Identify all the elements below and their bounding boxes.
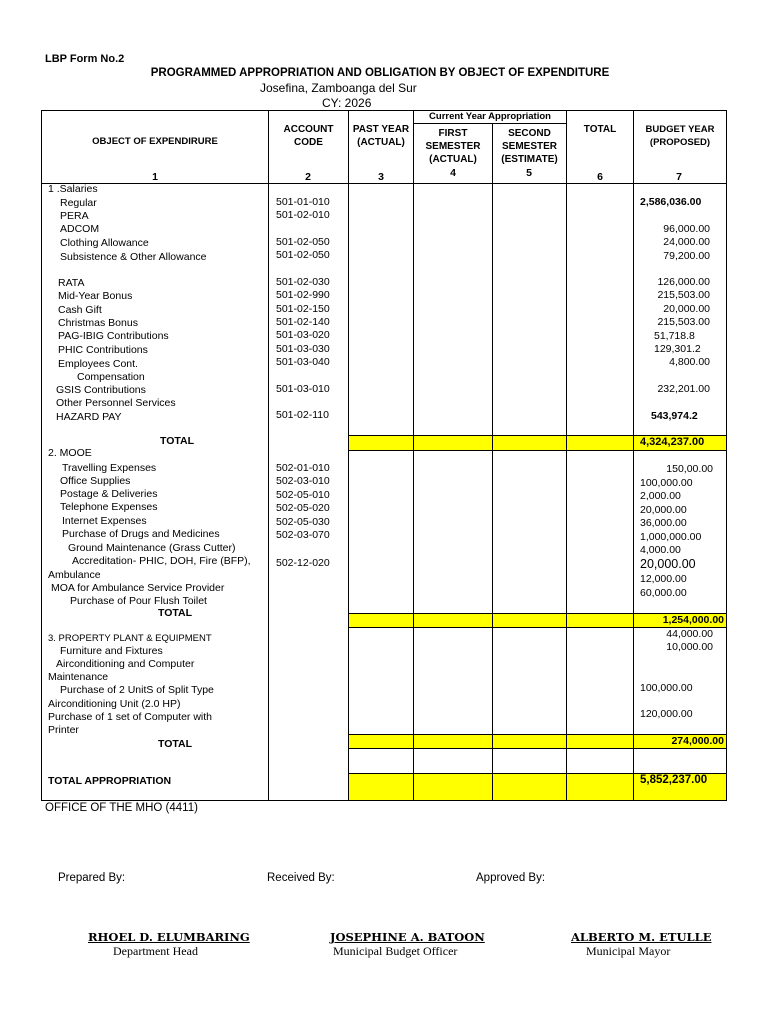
col-header-account-code — [269, 123, 348, 149]
account-code: 501-02-050 — [276, 249, 330, 261]
ppe-total-amount: 274,000.00 — [671, 735, 724, 747]
account-code: 501-01-010 — [276, 196, 330, 208]
line-item-label: ADCOM — [60, 223, 100, 235]
account-code: 502-12-020 — [276, 557, 330, 569]
col-header-second-sem-line3: (ESTIMATE) — [501, 154, 558, 165]
col-header-total: TOTAL — [583, 124, 617, 135]
received-by-name: JOSEPHINE A. BATOON — [330, 930, 485, 944]
budget-amount: 2,586,036.00 — [640, 196, 702, 208]
grand-total-label: TOTAL APPROPRIATION — [48, 775, 172, 787]
budget-amount: 215,503.00 — [657, 289, 710, 301]
budget-amount: 232,201.00 — [657, 383, 710, 395]
budget-amount: 4,800.00 — [669, 356, 710, 368]
col-number-3: 3 — [378, 171, 384, 183]
col-header-first-sem-line2: SEMESTER — [425, 141, 481, 152]
account-code: 502-01-010 — [276, 462, 330, 474]
salaries-total-label: TOTAL — [160, 435, 195, 447]
line-item-label: Furniture and Fixtures — [60, 645, 163, 657]
received-by-label: Received By: — [267, 872, 335, 884]
account-code: 501-02-030 — [276, 276, 330, 288]
section-heading-salaries: 1 .Salaries — [48, 183, 98, 195]
col-header-second-semester — [493, 127, 566, 166]
line-item-label: Mid-Year Bonus — [58, 290, 133, 302]
col-header-budget-year-line2: (PROPOSED) — [649, 137, 711, 148]
budget-amount: 543,974.2 — [651, 410, 698, 422]
line-item-label: Cash Gift — [58, 304, 102, 316]
budget-amount: 126,000.00 — [657, 276, 710, 288]
account-code: 502-05-010 — [276, 489, 330, 501]
budget-amount: 129,301.2 — [654, 343, 701, 355]
col-header-budget-year-line1: BUDGET YEAR — [645, 124, 715, 135]
col-header-first-sem-line1: FIRST — [438, 128, 468, 139]
col-number-1: 1 — [152, 171, 158, 183]
prepared-by-name: RHOEL D. ELUMBARING — [88, 930, 250, 944]
line-item-label: RATA — [58, 277, 85, 289]
budget-amount: 24,000.00 — [663, 236, 710, 248]
line-item-label: Ground Maintenance (Grass Cutter) — [68, 542, 236, 554]
line-item-label: Compensation — [77, 371, 145, 383]
section-heading-ppe: 3. PROPERTY PLANT & EQUIPMENT — [48, 633, 212, 644]
line-item-label: Employees Cont. — [58, 358, 138, 370]
col-number-6: 6 — [597, 171, 603, 183]
account-code: 501-02-150 — [276, 303, 330, 315]
budget-amount: 4,000.00 — [640, 544, 681, 556]
line-item-label: PHIC Contributions — [58, 344, 148, 356]
account-code: 501-03-020 — [276, 329, 330, 341]
account-code: 501-03-040 — [276, 356, 330, 368]
section-heading-mooe: 2. MOOE — [48, 447, 92, 459]
calendar-year: CY: 2026 — [322, 96, 372, 110]
prepared-by-label: Prepared By: — [58, 872, 126, 884]
line-item-label: Maintenance — [48, 671, 109, 683]
col-header-object: OBJECT OF EXPENDIRURE — [92, 136, 218, 147]
col-number-7: 7 — [676, 171, 682, 183]
budget-amount: 79,200.00 — [663, 250, 710, 262]
account-code: 501-02-140 — [276, 316, 330, 328]
col-header-first-sem-line3: (ACTUAL) — [429, 154, 477, 165]
line-item-label: HAZARD PAY — [56, 411, 122, 423]
budget-amount: 44,000.00 — [666, 628, 713, 640]
account-code: 501-02-110 — [276, 409, 329, 421]
mooe-total-label: TOTAL — [158, 607, 193, 619]
approved-by-label: Approved By: — [476, 872, 546, 884]
line-item-label: Ambulance — [48, 569, 101, 581]
account-code: 502-05-030 — [276, 516, 330, 528]
col-header-second-sem-line1: SECOND — [508, 128, 551, 139]
line-item-label: Internet Expenses — [62, 515, 147, 527]
grand-total-amount: 5,852,237.00 — [640, 774, 708, 786]
line-item-label: Office Supplies — [60, 475, 131, 487]
col-number-2: 2 — [305, 171, 311, 183]
budget-amount: 100,000.00 — [640, 477, 693, 489]
budget-amount: 1,000,000.00 — [640, 531, 702, 543]
budget-amount: 150,00.00 — [666, 463, 713, 475]
line-item-label: Christmas Bonus — [58, 317, 138, 329]
line-item-label: Subsistence & Other Allowance — [60, 251, 207, 263]
table-lines — [42, 111, 727, 801]
col-header-first-semester — [414, 127, 492, 166]
account-code: 501-03-010 — [276, 383, 330, 395]
form-number: LBP Form No.2 — [45, 53, 125, 65]
ppe-total-band — [348, 734, 726, 748]
budget-amount: 10,000.00 — [666, 641, 713, 653]
budget-amount: 36,000.00 — [640, 517, 687, 529]
budget-amount: 96,000.00 — [663, 223, 710, 235]
form-title: PROGRAMMED APPROPRIATION AND OBLIGATION BY OBJECT OF EXPENDITURE — [150, 67, 610, 79]
budget-amount: 60,000.00 — [640, 587, 687, 599]
line-item-label: Regular — [60, 197, 97, 209]
line-item-label: GSIS Contributions — [56, 384, 146, 396]
col-header-past-year-line1: PAST YEAR — [352, 124, 410, 135]
line-item-label: Telephone Expenses — [60, 501, 158, 513]
line-item-label: Purchase of Drugs and Medicines — [62, 528, 220, 540]
municipality: Josefina, Zamboanga del Sur — [260, 81, 417, 95]
salaries-total-amount: 4,324,237.00 — [640, 436, 705, 448]
approved-by-title: Municipal Mayor — [586, 944, 671, 958]
account-code: 502-03-010 — [276, 475, 330, 487]
line-item-label: MOA for Ambulance Service Provider — [51, 582, 225, 594]
line-item-label: Printer — [48, 724, 79, 736]
line-item-label: Accreditation- PHIC, DOH, Fire (BFP), — [72, 555, 251, 567]
col-number-5: 5 — [526, 167, 532, 179]
line-item-label: Purchase of 2 UnitS of Split Type — [60, 684, 214, 696]
col-header-budget-year — [634, 123, 726, 149]
budget-amount: 20,000.00 — [640, 557, 696, 571]
line-item-label: PERA — [60, 210, 89, 222]
line-item-label: Airconditioning Unit (2.0 HP) — [48, 698, 181, 710]
budget-amount: 20,000.00 — [663, 303, 710, 315]
line-item-label: Clothing Allowance — [60, 237, 149, 249]
received-by-title: Municipal Budget Officer — [333, 944, 458, 958]
col-header-account-code-line2: CODE — [294, 137, 323, 148]
account-code: 501-02-050 — [276, 236, 330, 248]
line-item-label: Purchase of 1 set of Computer with — [48, 711, 212, 723]
col-header-current-year: Current Year Appropriation — [429, 111, 551, 122]
budget-amount: 2,000.00 — [640, 490, 681, 502]
account-code: 502-03-070 — [276, 529, 330, 541]
prepared-by-title: Department Head — [113, 944, 198, 958]
line-item-label: Travelling Expenses — [62, 462, 157, 474]
col-header-past-year — [349, 123, 413, 149]
col-header-past-year-line2: (ACTUAL) — [357, 137, 405, 148]
line-item-label: Purchase of Pour Flush Toilet — [70, 595, 207, 607]
budget-amount: 215,503.00 — [657, 316, 710, 328]
col-header-second-sem-line2: SEMESTER — [501, 141, 557, 152]
budget-amount: 51,718.8 — [654, 330, 695, 342]
account-code: 501-02-010 — [276, 209, 330, 221]
office-name: OFFICE OF THE MHO (4411) — [45, 802, 198, 814]
account-code: 501-03-030 — [276, 343, 330, 355]
account-code: 502-05-020 — [276, 502, 330, 514]
budget-amount: 120,000.00 — [640, 708, 693, 720]
ppe-total-label: TOTAL — [158, 738, 193, 750]
line-item-label: Other Personnel Services — [56, 397, 176, 409]
line-item-label: Airconditioning and Computer — [56, 658, 195, 670]
mooe-total-amount: 1,254,000.00 — [662, 614, 724, 626]
line-item-label: Postage & Deliveries — [60, 488, 158, 500]
line-item-label: PAG-IBIG Contributions — [58, 330, 169, 342]
budget-amount: 100,000.00 — [640, 682, 693, 694]
col-header-account-code-line1: ACCOUNT — [283, 124, 334, 135]
approved-by-name: ALBERTO M. ETULLE — [571, 930, 712, 944]
budget-amount: 20,000.00 — [640, 504, 687, 516]
account-code: 501-02-990 — [276, 289, 330, 301]
budget-amount: 12,000.00 — [640, 573, 687, 585]
col-number-4: 4 — [450, 167, 456, 179]
